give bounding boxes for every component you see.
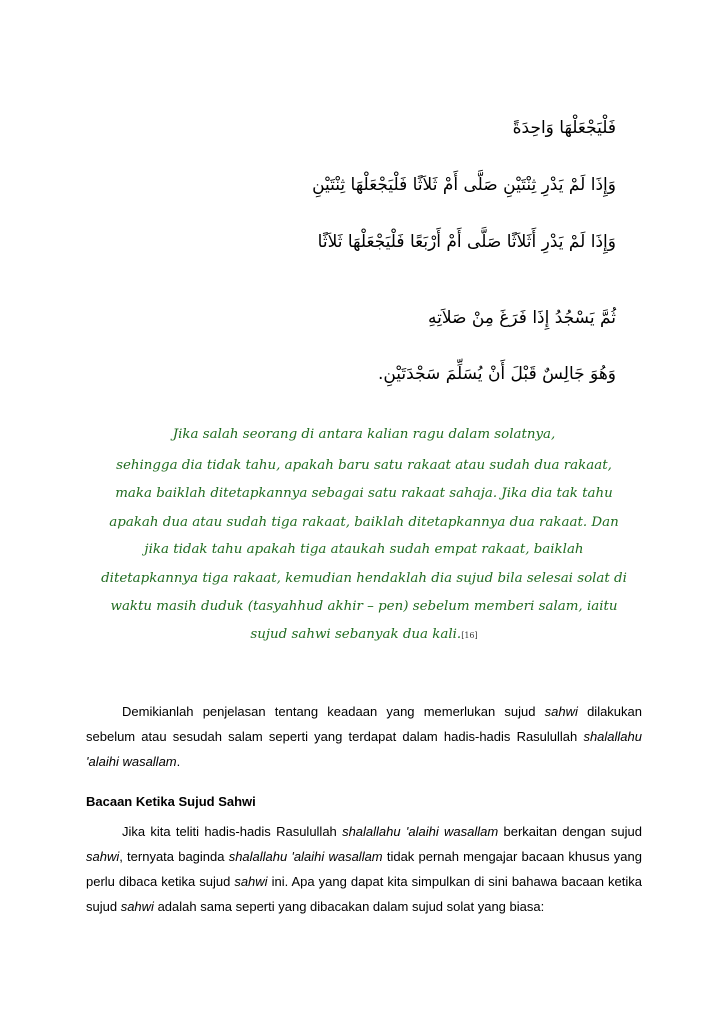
translation-line-6: ditetapkannya tiga rakaat, kemudian hendaklah dia sujud bila selesai solat di: [101, 571, 627, 586]
paragraph-2-text: ini. Apa yang dapat kita simpulkan di sini bahawa bacaan ketika sujud: [86, 874, 642, 914]
paragraph-2-text: tidak pernah mengajar bacaan khusus yang perlu dibaca ketika sujud: [86, 849, 642, 889]
translation-line-8-text: sujud sahwi sebanyak dua kali.: [250, 627, 462, 642]
term-sahwi: sahwi: [120, 899, 154, 914]
paragraph-2-text: , ternyata baginda: [119, 849, 229, 864]
paragraph-1-text: .: [176, 754, 181, 769]
paragraph-1-text: dilakukan sebelum atau sesudah salam seperti yang terdapat dalam hadis-hadis Rasulullah: [86, 704, 643, 744]
paragraph-2-text: Jika kita teliti hadis-hadis Rasulullah: [122, 824, 343, 839]
term-salawat: shalallahu 'alaihi wasallam: [228, 849, 383, 864]
footnote-reference[interactable]: [16]: [461, 631, 478, 640]
paragraph-1: [86, 699, 642, 774]
paragraph-2-text: berkaitan dengan sujud: [498, 824, 643, 839]
arabic-line-4: ثُمَّ يَسْجُدُ إِذَا فَرَغَ مِنْ صَلاَتِهِ: [428, 308, 616, 328]
translation-line-3: maka baiklah ditetapkannya sebagai satu rakaat sahaja. Jika dia tak tahu: [115, 486, 613, 501]
term-sahwi: sahwi: [86, 849, 120, 864]
translation-line-2: sehingga dia tidak tahu, apakah baru satu rakaat atau sudah dua rakaat,: [116, 458, 612, 473]
translation-line-8: [60, 627, 668, 642]
paragraph-2-text: adalah sama seperti yang dibacakan dalam sujud solat yang biasa:: [153, 899, 545, 914]
arabic-line-3: وَإِذَا لَمْ يَدْرِ أَثَلاَثًا صَلَّى أَمْ أَرْبَعًا فَلْيَجْعَلْهَا ثَلاَثًا: [317, 232, 616, 252]
section-heading: Bacaan Ketika Sujud Sahwi: [86, 794, 256, 809]
translation-line-7: waktu masih duduk (tasyahhud akhir – pen) sebelum memberi salam, iaitu: [110, 599, 618, 614]
paragraph-1-text: Demikianlah penjelasan tentang keadaan yang memerlukan sujud: [122, 704, 545, 719]
term-salawat: shalallahu 'alaihi wasallam: [86, 729, 642, 769]
term-salawat: shalallahu 'alaihi wasallam: [342, 824, 499, 839]
translation-line-5: jika tidak tahu apakah tiga ataukah sudah empat rakaat, baiklah: [144, 542, 584, 557]
arabic-line-2: وَإِذَا لَمْ يَدْرِ ثِنْتَيْنِ صَلَّى أَمْ ثَلاَثًا فَلْيَجْعَلْهَا ثِنْتَيْنِ: [312, 175, 616, 195]
term-sahwi: sahwi: [544, 704, 578, 719]
translation-line-4: apakah dua atau sudah tiga rakaat, baiklah ditetapkannya dua rakaat. Dan: [109, 515, 619, 530]
arabic-line-1: فَلْيَجْعَلْهَا وَاحِدَةً: [512, 118, 616, 138]
translation-line-1: Jika salah seorang di antara kalian ragu dalam solatnya,: [172, 427, 556, 442]
arabic-line-5: وَهُوَ جَالِسٌ قَبْلَ أَنْ يُسَلِّمَ سَجْدَتَيْنِ.: [377, 364, 616, 384]
term-sahwi: sahwi: [234, 874, 268, 889]
paragraph-2: [86, 819, 642, 919]
